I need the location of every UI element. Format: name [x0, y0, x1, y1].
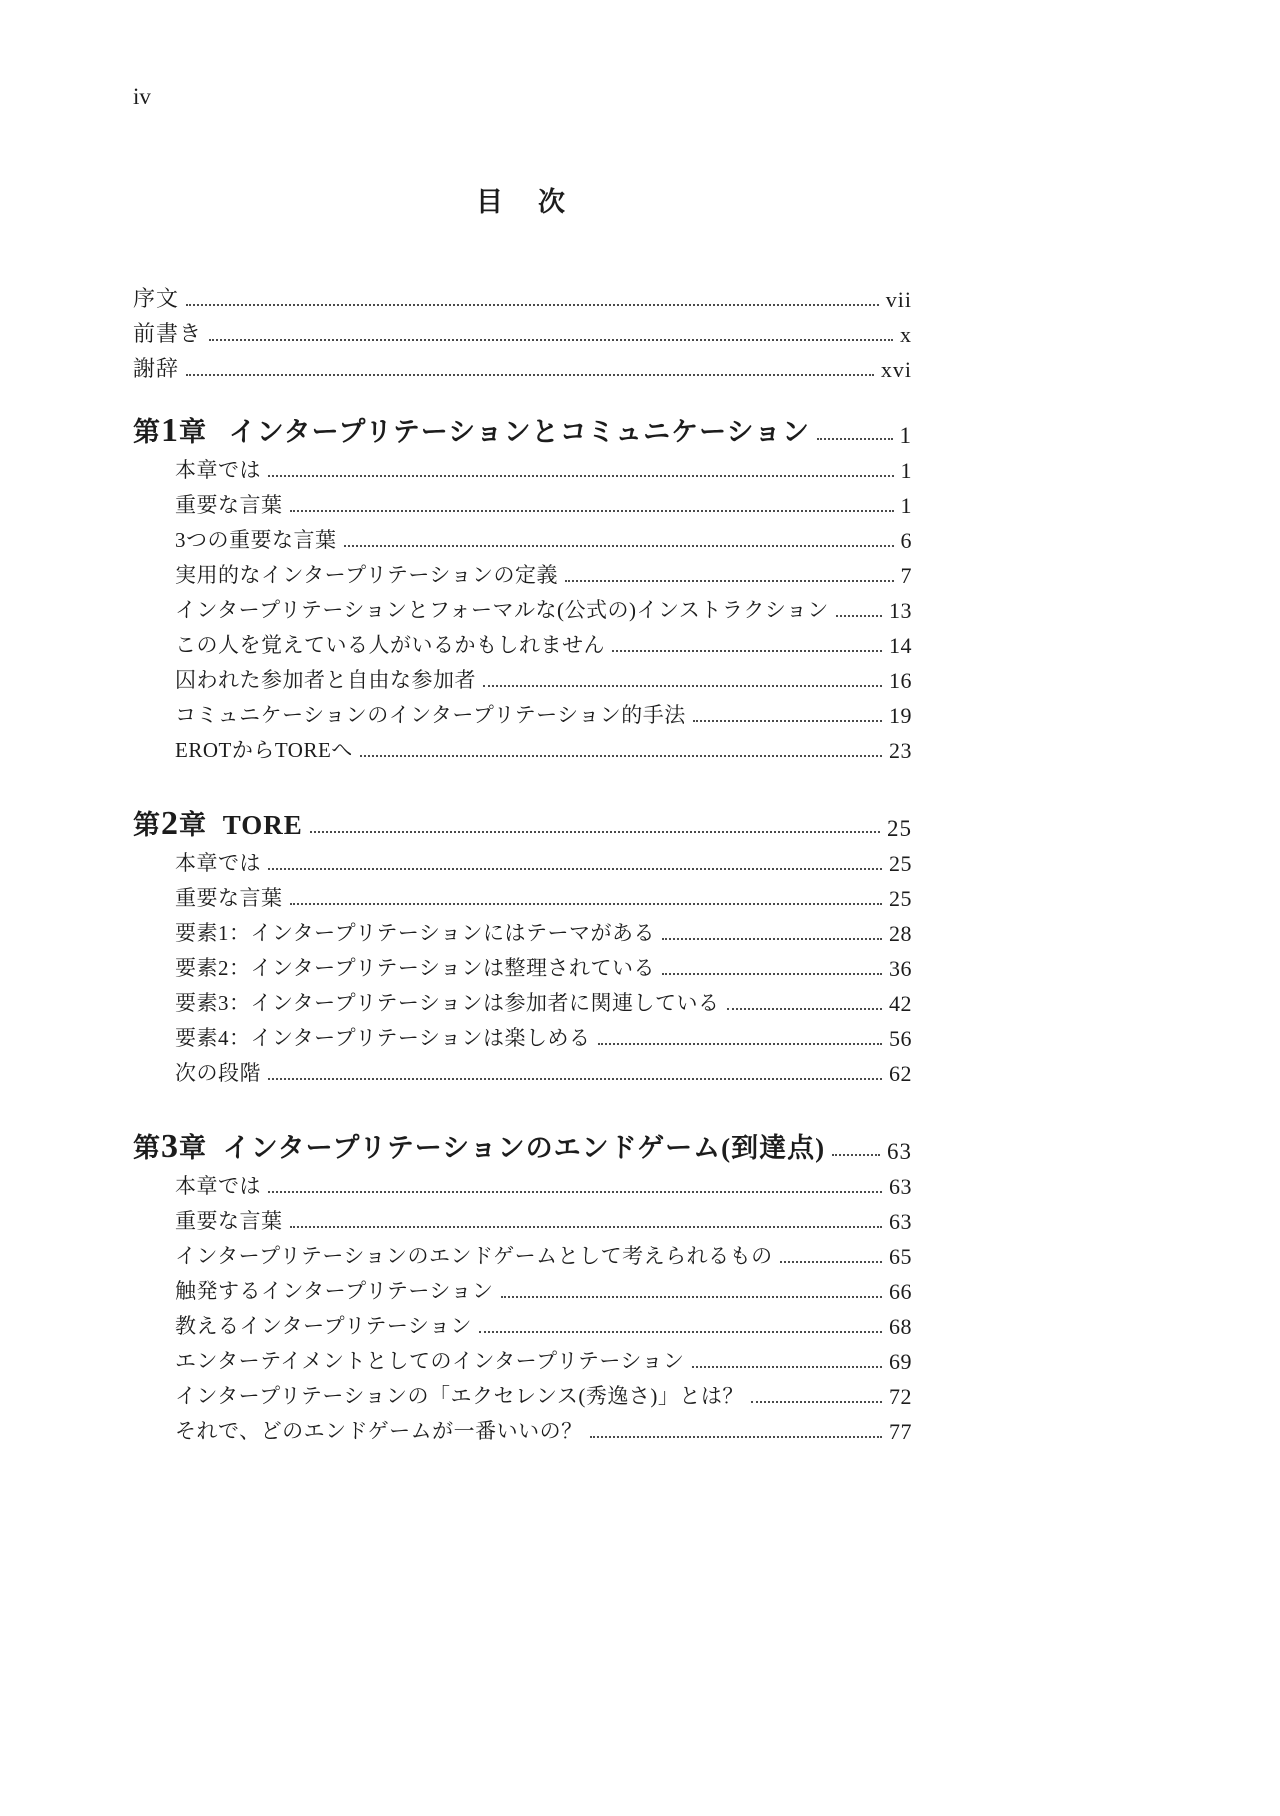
- toc-section-label: それで、どのエンドゲームが一番いいの？: [175, 1419, 583, 1443]
- toc-section-row: [133, 1410, 912, 1445]
- toc-section-label: 触発するインタープリテーション: [175, 1279, 494, 1303]
- toc-section-page: 77: [889, 1419, 912, 1444]
- toc-section-label: 本章では: [175, 851, 261, 875]
- toc-section-row: [133, 947, 912, 982]
- toc-section-row: [133, 1200, 912, 1235]
- toc-section-page: 28: [889, 921, 912, 946]
- chapter-title: インタープリテーションとコミュニケーション: [228, 417, 810, 447]
- dot-leader: [590, 1436, 882, 1438]
- toc-section-page: 56: [889, 1026, 912, 1051]
- toc-section-row: [133, 1165, 912, 1200]
- dot-leader: [692, 1366, 883, 1368]
- dot-leader: [780, 1261, 882, 1263]
- dot-leader: [598, 1043, 882, 1045]
- dot-leader: [483, 685, 882, 687]
- page-title: 目 次: [476, 187, 569, 217]
- toc-section-row: [133, 449, 912, 484]
- chapter-page: 1: [899, 423, 912, 448]
- toc-section-label: 重要な言葉: [175, 1209, 283, 1233]
- toc-section-row: [133, 1340, 912, 1375]
- toc-section-row: [133, 1235, 912, 1270]
- toc-section-label: エンターテイメントとしてのインタープリテーション: [175, 1349, 685, 1373]
- chapter-number-suffix: 章: [179, 1133, 207, 1163]
- toc-entry-page: vii: [885, 287, 912, 312]
- dot-leader: [662, 973, 882, 975]
- dot-leader: [290, 903, 883, 905]
- dot-leader: [268, 1078, 882, 1080]
- toc-section-row: [133, 729, 912, 764]
- toc-section-row: [133, 1305, 912, 1340]
- toc-section-label: コミュニケーションのインタープリテーション的手法: [175, 703, 686, 727]
- toc-section-page: 63: [889, 1174, 912, 1199]
- toc-section-page: 42: [889, 991, 912, 1016]
- toc-section-label: この人を覚えている人がいるかもしれません: [175, 633, 605, 657]
- toc-entry-label: 謝辞: [133, 356, 180, 381]
- toc-section-label: 3つの重要な言葉: [175, 528, 337, 552]
- chapter-number: [133, 1128, 207, 1165]
- toc-section-page: 1: [900, 493, 912, 518]
- dot-leader: [268, 868, 882, 870]
- dot-leader: [290, 1226, 883, 1228]
- toc-section-page: 14: [889, 633, 912, 658]
- dot-leader: [693, 720, 882, 722]
- toc-section-label: 要素2：インタープリテーションは整理されている: [175, 956, 656, 980]
- toc-section-page: 65: [889, 1244, 912, 1269]
- dot-leader: [186, 374, 874, 376]
- toc-section-page: 13: [889, 598, 912, 623]
- toc-section-row: [133, 912, 912, 947]
- chapter-heading-label: [133, 803, 303, 842]
- dot-leader: [751, 1401, 882, 1403]
- dot-leader: [360, 755, 882, 757]
- toc-section-label: 教えるインタープリテーション: [175, 1314, 473, 1338]
- toc-section-label: 次の段階: [175, 1061, 261, 1085]
- dot-leader: [836, 615, 882, 617]
- chapter-heading-label: [133, 410, 810, 449]
- chapter-number: [133, 805, 207, 842]
- toc-section-page: 1: [900, 458, 912, 483]
- chapter-number-prefix: 第: [133, 810, 161, 840]
- toc-section-label: 本章では: [175, 458, 261, 482]
- chapter-number-digit: 2: [161, 805, 179, 842]
- toc-section-label: 重要な言葉: [175, 886, 283, 910]
- toc-section-label: EROTからTOREへ: [175, 738, 353, 762]
- chapter-page: 63: [887, 1139, 912, 1164]
- dot-leader: [479, 1331, 882, 1333]
- toc-section-page: 62: [889, 1061, 912, 1086]
- dot-leader: [268, 1191, 882, 1193]
- toc-section-page: 66: [889, 1279, 912, 1304]
- toc-entry-label: 序文: [133, 286, 180, 311]
- dot-leader: [832, 1154, 880, 1156]
- toc-section-page: 7: [900, 563, 912, 588]
- toc-section-row: [133, 484, 912, 519]
- toc-section-row: [133, 589, 912, 624]
- toc-section-label: インタープリテーションの「エクセレンス(秀逸さ)」とは？: [175, 1384, 744, 1408]
- toc-section-row: [133, 694, 912, 729]
- toc-section-row: [133, 624, 912, 659]
- toc-section-row: [133, 1375, 912, 1410]
- toc-section-page: 25: [889, 851, 912, 876]
- dot-leader: [817, 438, 893, 440]
- toc-section-row: [133, 659, 912, 694]
- dot-leader: [565, 580, 893, 582]
- toc-section-page: 6: [900, 528, 912, 553]
- toc-section-row: [133, 842, 912, 877]
- toc-section-page: 68: [889, 1314, 912, 1339]
- chapter-heading-label: [133, 1126, 825, 1165]
- chapter-title: インタープリテーションのエンドゲーム(到達点): [222, 1133, 826, 1163]
- toc-content: [133, 278, 912, 1445]
- chapter-heading: [133, 796, 912, 842]
- toc-section-page: 25: [889, 886, 912, 911]
- toc-section-row: [133, 1052, 912, 1087]
- chapter-number-prefix: 第: [133, 417, 161, 447]
- toc-section-page: 16: [889, 668, 912, 693]
- toc-section-label: 要素3：インタープリテーションは参加者に関連している: [175, 991, 720, 1015]
- chapter-number-digit: 1: [161, 412, 179, 449]
- toc-section-label: 実用的なインタープリテーションの定義: [175, 563, 559, 587]
- toc-entry-page: x: [900, 322, 912, 347]
- toc-section-page: 63: [889, 1209, 912, 1234]
- toc-section-page: 69: [889, 1349, 912, 1374]
- toc-section-row: [133, 877, 912, 912]
- toc-section-page: 36: [889, 956, 912, 981]
- dot-leader: [612, 650, 882, 652]
- toc-section-label: 本章では: [175, 1174, 261, 1198]
- chapter-heading: [133, 403, 912, 449]
- toc-section-row: [133, 554, 912, 589]
- chapter-title: TORE: [222, 810, 303, 840]
- dot-leader: [290, 510, 894, 512]
- chapter-number-suffix: 章: [179, 810, 207, 840]
- dot-leader: [662, 938, 882, 940]
- dot-leader: [209, 339, 893, 341]
- page-folio: iv: [133, 84, 151, 109]
- chapter-heading: [133, 1119, 912, 1165]
- toc-entry: [133, 278, 912, 313]
- toc-entry: [133, 348, 912, 383]
- toc-section-row: [133, 982, 912, 1017]
- dot-leader: [310, 831, 880, 833]
- toc-section-page: 23: [889, 738, 912, 763]
- chapter-number: [133, 412, 207, 449]
- dot-leader: [186, 304, 879, 306]
- chapter-number-prefix: 第: [133, 1133, 161, 1163]
- toc-section-page: 72: [889, 1384, 912, 1409]
- toc-section-row: [133, 1017, 912, 1052]
- dot-leader: [727, 1008, 882, 1010]
- toc-section-label: インタープリテーションとフォーマルな(公式の)インストラクション: [175, 598, 829, 622]
- chapter-number-suffix: 章: [179, 417, 207, 447]
- dot-leader: [501, 1296, 882, 1298]
- toc-entry: [133, 313, 912, 348]
- toc-section-label: 要素1：インタープリテーションにはテーマがある: [175, 921, 656, 945]
- toc-entry-page: xvi: [880, 357, 912, 382]
- toc-section-label: 囚われた参加者と自由な参加者: [175, 668, 476, 692]
- toc-section-page: 19: [889, 703, 912, 728]
- dot-leader: [344, 545, 894, 547]
- chapter-number-digit: 3: [161, 1128, 179, 1165]
- toc-section-label: インタープリテーションのエンドゲームとして考えられるもの: [175, 1244, 773, 1268]
- toc-section-label: 重要な言葉: [175, 493, 283, 517]
- dot-leader: [268, 475, 894, 477]
- toc-section-row: [133, 1270, 912, 1305]
- chapter-page: 25: [887, 816, 912, 841]
- toc-entry-label: 前書き: [133, 321, 203, 346]
- toc-section-label: 要素4：インタープリテーションは楽しめる: [175, 1026, 591, 1050]
- toc-section-row: [133, 519, 912, 554]
